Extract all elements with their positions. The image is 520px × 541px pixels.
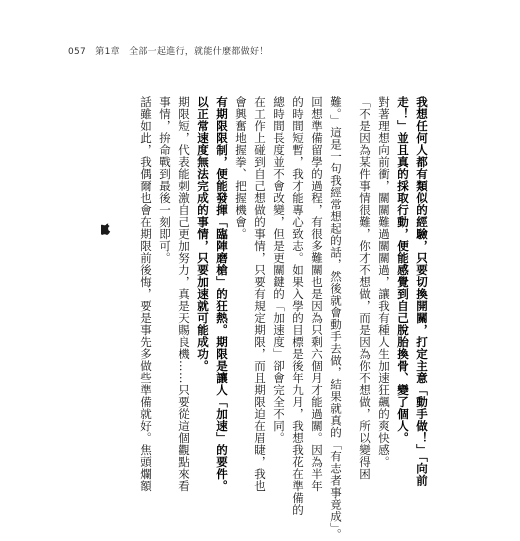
text-column-13: 期限短，代表能刺激自己更加努力，真是天賜良機……只要從這個觀點來看	[177, 96, 191, 492]
text-column-3: 對著理想向前衝，關關難過關關過，讓我有種人生加速狂飆的爽快感。	[377, 96, 391, 468]
page-number: 057	[68, 47, 87, 57]
text-column-9: 在工作上碰到自己想做的事情，只要有規定期限，而且期限迫在眉睫，我也	[253, 96, 267, 492]
text-column-6: 回想準備留學的過程，有很多難關也是因為只剩六個月才能過關。因為半年	[310, 96, 324, 492]
apple-logo-mark	[101, 223, 111, 235]
vertical-body-text	[139, 96, 429, 541]
text-column-11: 有期限限制，便能發揮「臨陣磨槍」的狂熱。期限是讓人「加速」的要件。	[215, 96, 229, 492]
text-column-5: 難。」這是一句我經常想起的話，然後就會動手去做，結果就真的「有志者事竟成」。	[329, 96, 343, 541]
page-header	[68, 44, 275, 57]
text-column-7: 的時間短暫，我才能專心致志。如果入學的目標是後年九月，我想我花在準備的	[291, 96, 305, 516]
text-column-4: 「不是因為某件事情很難，你才不想做，而是因為你不想做，所以變得困	[358, 96, 372, 480]
chapter-label: 第1章	[95, 47, 120, 57]
chapter-title: 全部一起進行，就能什麼都做好！	[129, 47, 269, 57]
text-column-2: 走！」並且真的採取行動，便能感覺到自己脫胎換骨、變了個人。	[396, 96, 410, 444]
text-column-1: 我想任何人都有類似的經驗，只要切換開關，打定主意「動手做！」「向前	[415, 96, 429, 487]
text-column-10: 會興奮地握拳、把握機會。	[234, 96, 248, 240]
text-column-15: 話雖如此，我偶爾也會在期限前後悔，要是事先多做些準備就好。焦頭爛額	[139, 96, 153, 492]
text-column-8: 總時間長度並不會改變，但是更關鍵的「加速度」卻會完全不同。	[272, 96, 286, 444]
text-column-14: 事情，拚命戰到最後一刻即可。	[158, 96, 172, 264]
text-column-12: 以正常速度無法完成的事情，只要加速就可能成功。	[196, 96, 210, 372]
